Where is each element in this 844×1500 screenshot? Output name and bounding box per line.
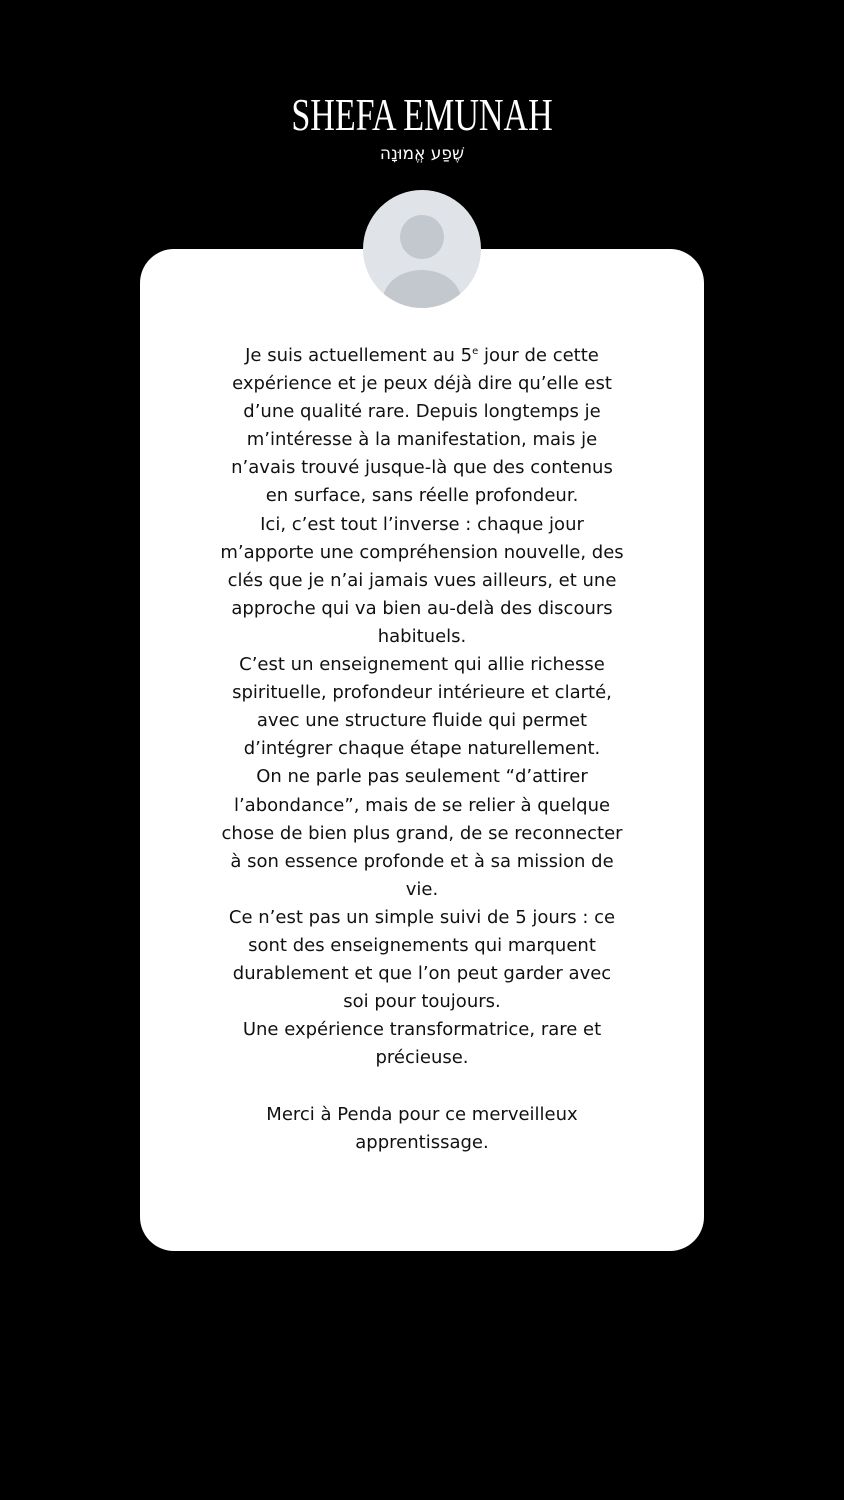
testimonial-line: On ne parle pas seulement “d’attirer [256, 766, 588, 788]
testimonial-line: clés que je n’ai jamais vues ailleurs, et une [227, 569, 617, 591]
testimonial-line: Une expérience transformatrice, rare et [242, 1019, 602, 1041]
testimonial-line: C’est un enseignement qui allie richesse [239, 654, 605, 676]
testimonial-line: n’avais trouvé jusque-là que des contenus [231, 457, 613, 479]
testimonial-line: sont des enseignements qui marquent [248, 934, 596, 956]
testimonial-line: d’une qualité rare. Depuis longtemps je [243, 401, 601, 423]
testimonial-line: durablement et que l’on peut garder avec [232, 963, 612, 985]
testimonial-line: chose de bien plus grand, de se reconnecter [221, 822, 623, 844]
testimonial-line: d’intégrer chaque étape naturellement. [243, 738, 601, 760]
testimonial-line: Ce n’est pas un simple suivi de 5 jours : ce [228, 906, 616, 928]
testimonial-line: vie. [405, 878, 439, 900]
testimonial-line: spirituelle, profondeur intérieure et clarté, [232, 682, 612, 704]
paragraph-gap [186, 1072, 658, 1100]
testimonial-line: précieuse. [375, 1047, 469, 1069]
testimonial-line: expérience et je peux déjà dire qu’elle est [232, 373, 612, 395]
testimonial-text [186, 342, 658, 1157]
testimonial-line: à son essence profonde et à sa mission de [230, 850, 614, 872]
testimonial-line: Ici, c’est tout l’inverse : chaque jour [260, 513, 584, 535]
testimonial-line: l’abondance”, mais de se relier à quelque [233, 794, 611, 816]
testimonial-line: habituels. [377, 625, 467, 647]
avatar-head-icon [400, 215, 444, 259]
testimonial-line: soi pour toujours. [343, 991, 501, 1013]
testimonial-line: Je suis actuellement au 5e jour de cette [245, 345, 599, 366]
testimonial-line: avec une structure fluide qui permet [256, 710, 588, 732]
testimonial-line: apprentissage. [355, 1131, 489, 1153]
avatar-body-icon [383, 270, 461, 308]
brand-subtitle-hebrew: שֶׁפַע אֱמוּנָה [379, 144, 465, 164]
testimonial-line: m’intéresse à la manifestation, mais je [246, 429, 598, 451]
testimonial-line: m’apporte une compréhension nouvelle, des [220, 541, 624, 563]
avatar [363, 190, 481, 308]
testimonial-line: Merci à Penda pour ce merveilleux [266, 1103, 578, 1125]
testimonial-line: approche qui va bien au-delà des discours [231, 597, 613, 619]
testimonial-line: en surface, sans réelle profondeur. [265, 485, 579, 507]
brand-title: SHEFA EMUNAH [291, 89, 553, 140]
